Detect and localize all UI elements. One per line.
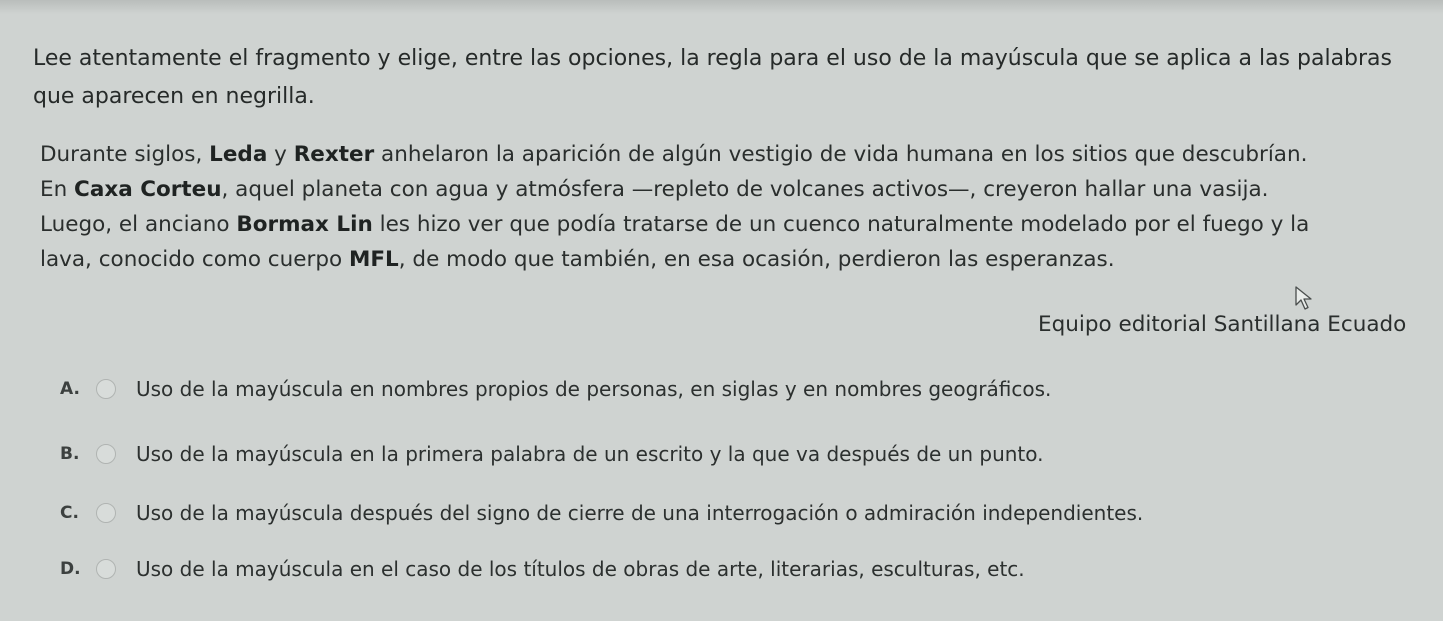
radio-button[interactable] <box>96 503 116 523</box>
option-d[interactable] <box>60 551 1025 587</box>
option-letter: B. <box>60 444 80 464</box>
bold-word: Caxa Corteu <box>74 177 222 202</box>
top-edge <box>0 0 1443 14</box>
option-letter: C. <box>60 503 79 523</box>
passage-line-4 <box>40 242 1440 277</box>
passage-text: , aquel planeta con agua y atmósfera —repleto de volcanes activos—, creyeron hallar una vasija. <box>221 177 1269 202</box>
option-c[interactable] <box>60 495 1143 531</box>
passage-text: Luego, el anciano <box>40 212 237 237</box>
radio-button[interactable] <box>96 444 116 464</box>
mouse-pointer-icon <box>1294 285 1316 311</box>
option-letter: A. <box>60 379 80 399</box>
passage-line-3 <box>40 207 1440 242</box>
bold-word: Leda <box>209 142 268 167</box>
reading-passage <box>40 137 1440 277</box>
bold-word: Bormax Lin <box>236 212 373 237</box>
question-prompt: Lee atentamente el fragmento y elige, entre las opciones, la regla para el uso de la mayúscula que se aplica a las palabras que aparecen en negrilla. <box>33 46 1393 109</box>
passage-text: y <box>267 142 294 167</box>
option-text: Uso de la mayúscula en el caso de los títulos de obras de arte, literarias, esculturas, etc. <box>136 557 1025 581</box>
passage-text: les hizo ver que podía tratarse de un cuenco naturalmente modelado por el fuego y la <box>372 212 1310 237</box>
option-b[interactable] <box>60 436 1044 472</box>
option-letter: D. <box>60 559 81 579</box>
bold-word: MFL <box>348 247 399 272</box>
passage-line-1 <box>40 137 1440 172</box>
option-a[interactable] <box>60 371 1051 407</box>
option-text: Uso de la mayúscula en nombres propios de personas, en siglas y en nombres geográficos. <box>136 377 1052 401</box>
option-text: Uso de la mayúscula después del signo de cierre de una interrogación o admiración independientes. <box>136 501 1144 525</box>
passage-source: Equipo editorial Santillana Ecuado <box>1038 312 1407 337</box>
radio-button[interactable] <box>96 559 116 579</box>
passage-line-2 <box>40 172 1440 207</box>
passage-text: lava, conocido como cuerpo <box>40 247 349 272</box>
passage-text: En <box>40 177 75 202</box>
option-text: Uso de la mayúscula en la primera palabra de un escrito y la que va después de un punto. <box>136 442 1044 466</box>
passage-text: anhelaron la aparición de algún vestigio de vida humana en los sitios que descubrían. <box>374 142 1308 167</box>
bold-word: Rexter <box>293 142 375 167</box>
passage-text: Durante siglos, <box>40 142 210 167</box>
passage-text: , de modo que también, en esa ocasión, perdieron las esperanzas. <box>398 247 1115 272</box>
radio-button[interactable] <box>96 379 116 399</box>
